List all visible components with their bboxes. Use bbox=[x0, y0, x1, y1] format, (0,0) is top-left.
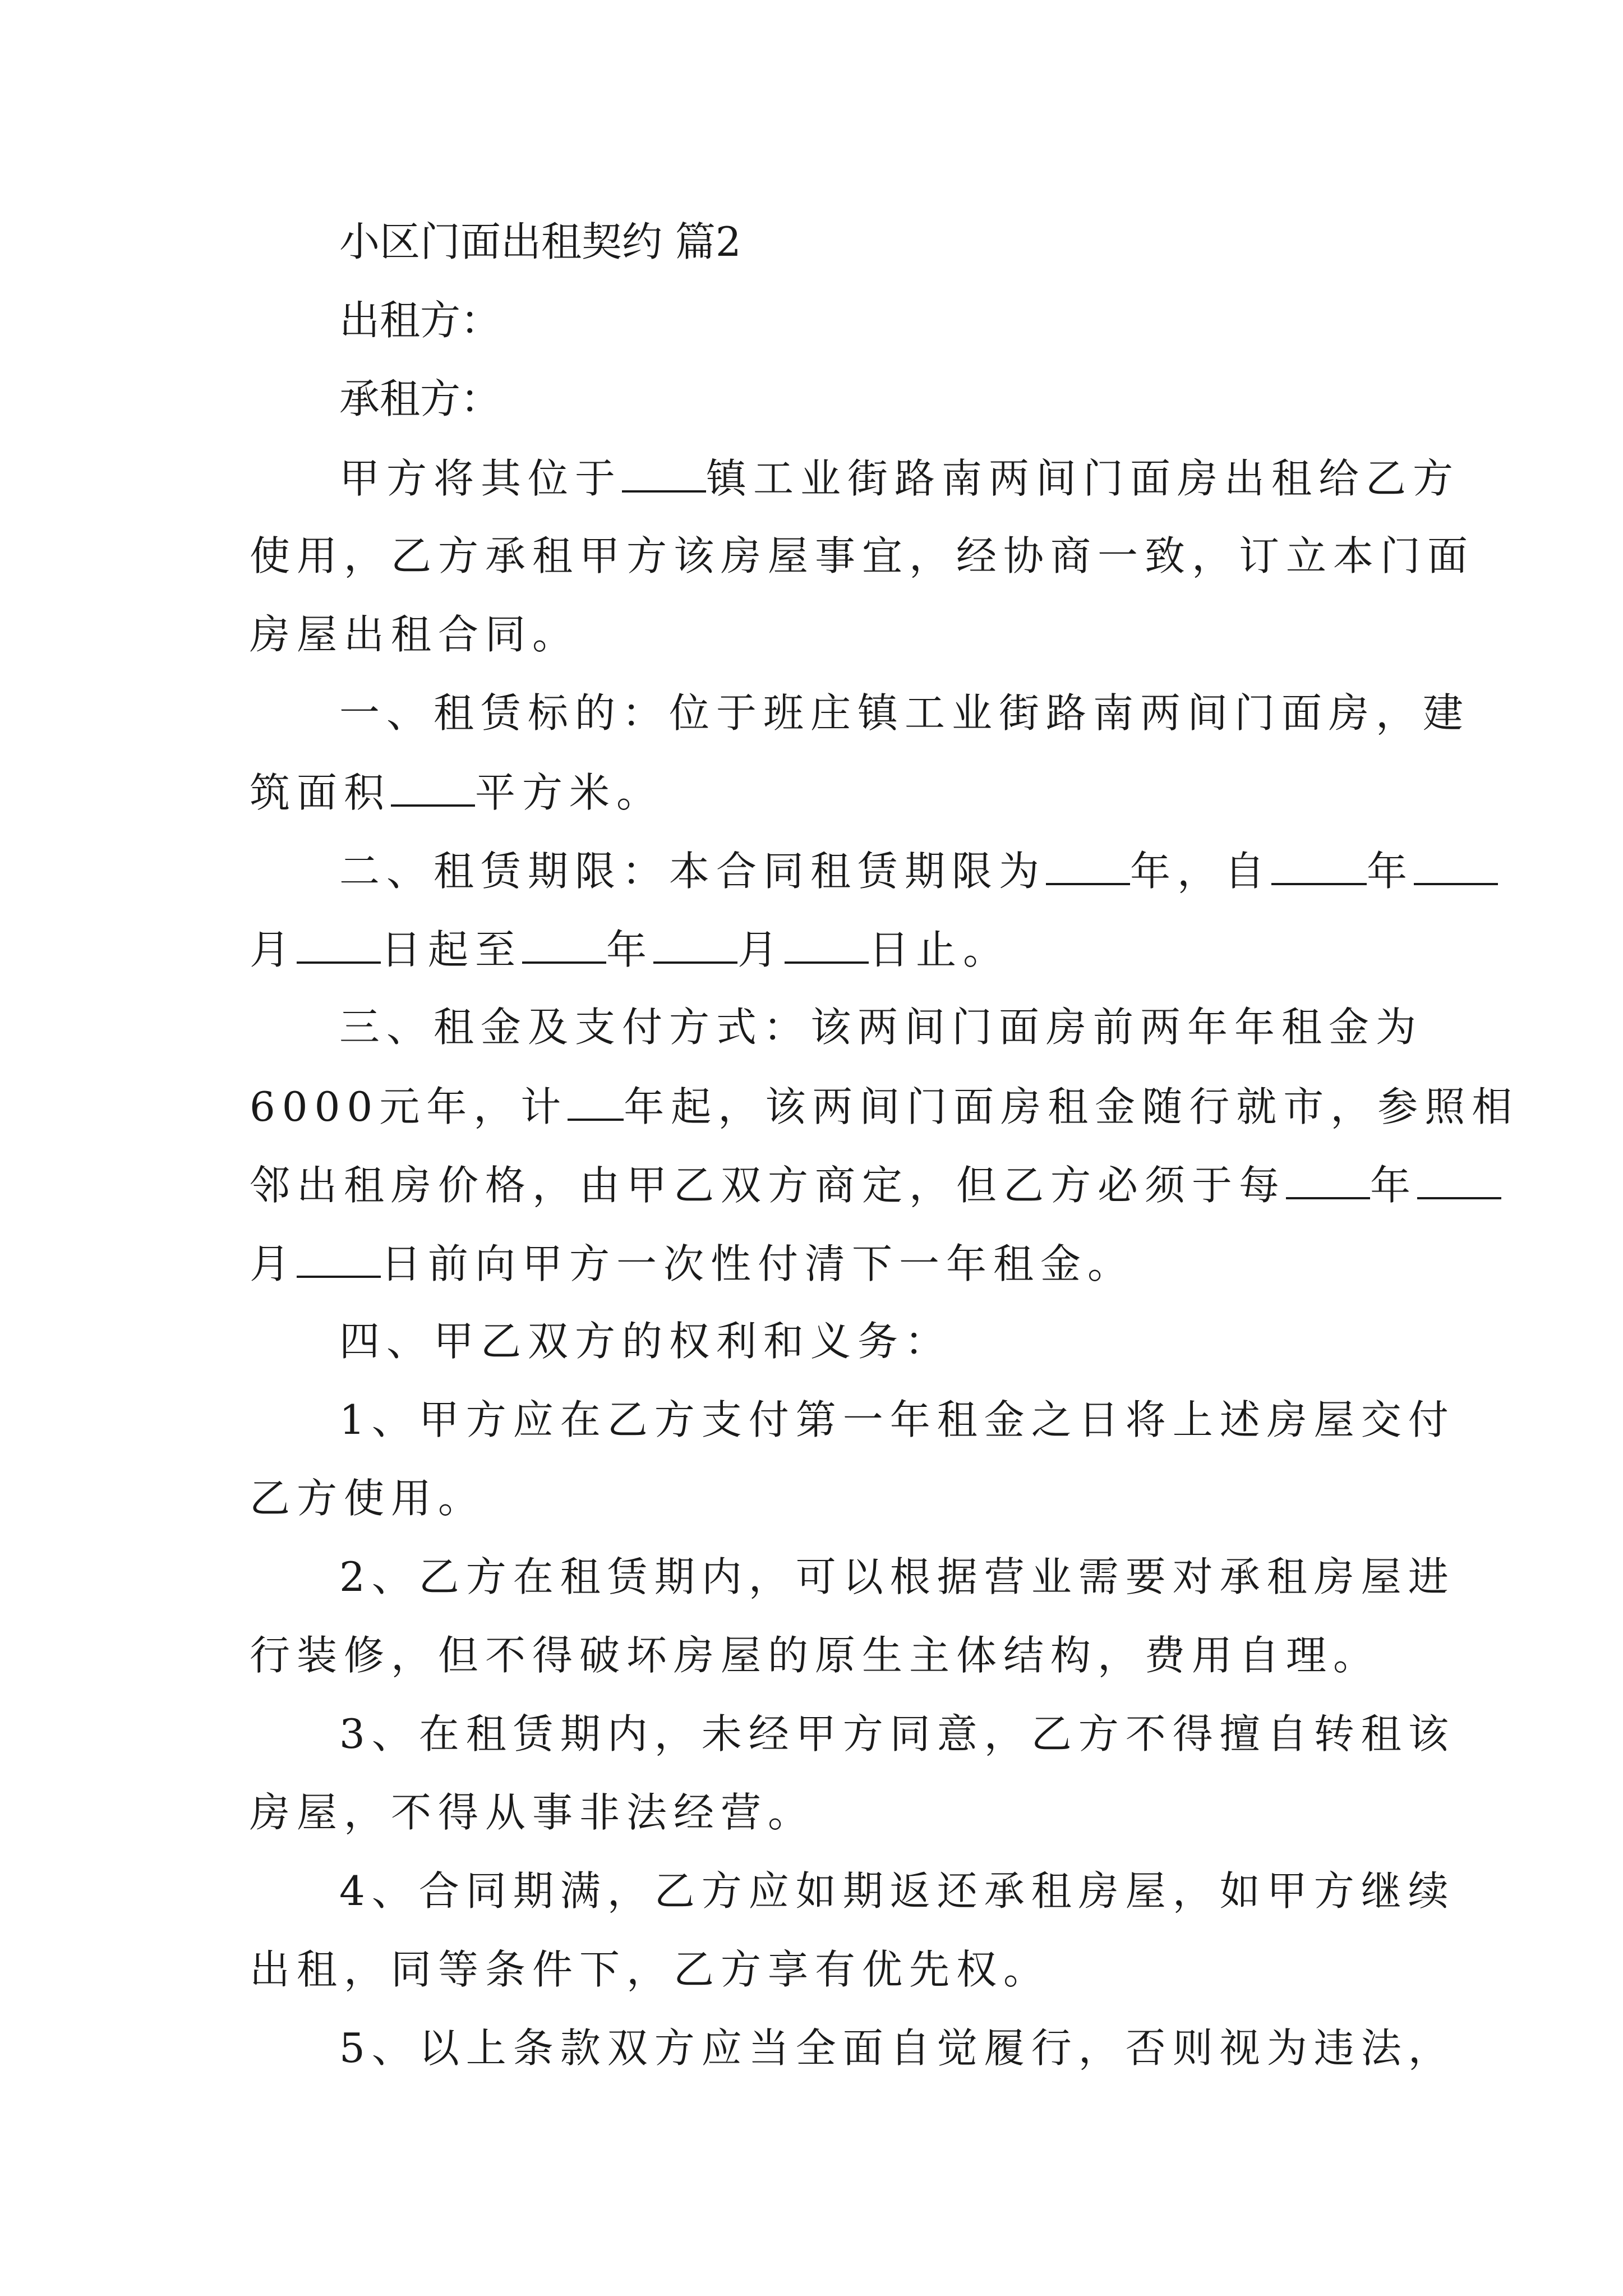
clause-text: 房屋，不得从事非法经营。 bbox=[250, 1789, 815, 1836]
clause-text: 6000元年，计 bbox=[250, 1083, 568, 1131]
blank-pay-day bbox=[297, 1243, 381, 1278]
clause-4-heading bbox=[339, 1318, 952, 1365]
clause-text: 四、甲乙双方的权利和义务： bbox=[339, 1318, 952, 1365]
clause-1-line-1 bbox=[339, 689, 1470, 737]
clause-4-item-2-line-2 bbox=[250, 1632, 1381, 1679]
clause-text: 月 bbox=[737, 926, 785, 974]
clause-text: 日止。 bbox=[869, 926, 1011, 974]
clause-4-item-3-line-1 bbox=[339, 1710, 1455, 1757]
clause-text: 出租，同等条件下，乙方享有优先权。 bbox=[250, 1946, 1051, 1993]
clause-text: 日前向甲方一次性付清下一年租金。 bbox=[381, 1240, 1135, 1288]
clause-4-item-2-line-1 bbox=[339, 1553, 1455, 1600]
clause-text: 年起，该两间门面房租金随行就市，参照相 bbox=[624, 1083, 1519, 1131]
intro-line-2 bbox=[250, 532, 1475, 579]
clause-text: 5、以上条款双方应当全面自觉履行，否则视为违法， bbox=[339, 2024, 1455, 2072]
clause-3-line-1 bbox=[339, 1004, 1423, 1051]
clause-4-item-4-line-1 bbox=[339, 1867, 1455, 1915]
intro-line-1 bbox=[339, 455, 1460, 503]
clause-4-item-1-line-2 bbox=[250, 1475, 486, 1522]
title-text: 小区门面出租契约 篇2 bbox=[339, 218, 741, 265]
clause-text: 3、在租赁期内，未经甲方同意，乙方不得擅自转租该 bbox=[339, 1710, 1455, 1757]
intro-text: 房屋出租合同。 bbox=[250, 611, 580, 658]
blank-rent-year bbox=[568, 1085, 624, 1121]
lessee-label: 承租方： bbox=[339, 375, 501, 422]
blank-area bbox=[391, 771, 475, 807]
blank-start-day bbox=[297, 928, 381, 964]
clause-text: 1、甲方应在乙方支付第一年租金之日将上述房屋交付 bbox=[339, 1396, 1455, 1443]
clause-text: 年 bbox=[606, 926, 654, 974]
clause-3-line-4 bbox=[250, 1240, 1135, 1288]
clause-3-line-3 bbox=[250, 1162, 1501, 1209]
clause-3-line-2 bbox=[250, 1083, 1519, 1131]
clause-1-line-2 bbox=[250, 769, 664, 817]
clause-4-item-1-line-1 bbox=[339, 1396, 1455, 1443]
clause-text: 年 bbox=[1367, 848, 1414, 895]
clause-text: 日起至 bbox=[381, 926, 523, 974]
lessor-label: 出租方： bbox=[339, 297, 501, 344]
clause-text: 年 bbox=[1370, 1162, 1418, 1209]
blank-end-year bbox=[522, 928, 606, 964]
clause-text: 4、合同期满，乙方应如期返还承租房屋，如甲方继续 bbox=[339, 1867, 1455, 1915]
clause-text: 二、租赁期限：本合同租赁期限为 bbox=[339, 848, 1046, 895]
blank-start-month bbox=[1414, 850, 1498, 885]
clause-text: 月 bbox=[250, 1240, 297, 1288]
intro-text: 甲方将其位于 bbox=[339, 455, 623, 503]
clause-text: 一、租赁标的：位于班庄镇工业街路南两间门面房，建 bbox=[339, 689, 1470, 737]
blank-end-month bbox=[653, 928, 737, 964]
lessee-line bbox=[339, 375, 501, 422]
intro-line-3 bbox=[250, 611, 580, 658]
blank-start-year bbox=[1271, 850, 1367, 885]
document-title bbox=[339, 218, 741, 265]
clause-2-line-1 bbox=[339, 848, 1498, 895]
blank-pay-month bbox=[1417, 1164, 1501, 1199]
clause-text: 邻出租房价格，由甲乙双方商定，但乙方必须于每 bbox=[250, 1162, 1287, 1209]
clause-text: 三、租金及支付方式：该两间门面房前两年年租金为 bbox=[339, 1004, 1423, 1051]
clause-2-line-2 bbox=[250, 926, 1011, 974]
clause-text: 筑面积 bbox=[250, 769, 391, 817]
clause-text: 乙方使用。 bbox=[250, 1475, 486, 1522]
blank-end-day bbox=[785, 928, 869, 964]
blank-town bbox=[622, 457, 706, 493]
blank-pay-year bbox=[1286, 1164, 1370, 1199]
intro-text: 镇工业街路南两间门面房出租给乙方 bbox=[706, 455, 1460, 503]
clause-text: 行装修，但不得破坏房屋的原生主体结构，费用自理。 bbox=[250, 1632, 1381, 1679]
lessor-line bbox=[339, 297, 501, 344]
clause-4-item-3-line-2 bbox=[250, 1789, 815, 1836]
clause-text: 平方米。 bbox=[475, 769, 664, 817]
clause-4-item-5-line-1 bbox=[339, 2024, 1455, 2072]
clause-text: 年，自 bbox=[1130, 848, 1272, 895]
clause-text: 2、乙方在租赁期内，可以根据营业需要对承租房屋进 bbox=[339, 1553, 1455, 1600]
blank-years bbox=[1046, 850, 1130, 885]
clause-text: 月 bbox=[250, 926, 297, 974]
clause-4-item-4-line-2 bbox=[250, 1946, 1051, 1993]
intro-text: 使用，乙方承租甲方该房屋事宜，经协商一致，订立本门面 bbox=[250, 532, 1475, 579]
